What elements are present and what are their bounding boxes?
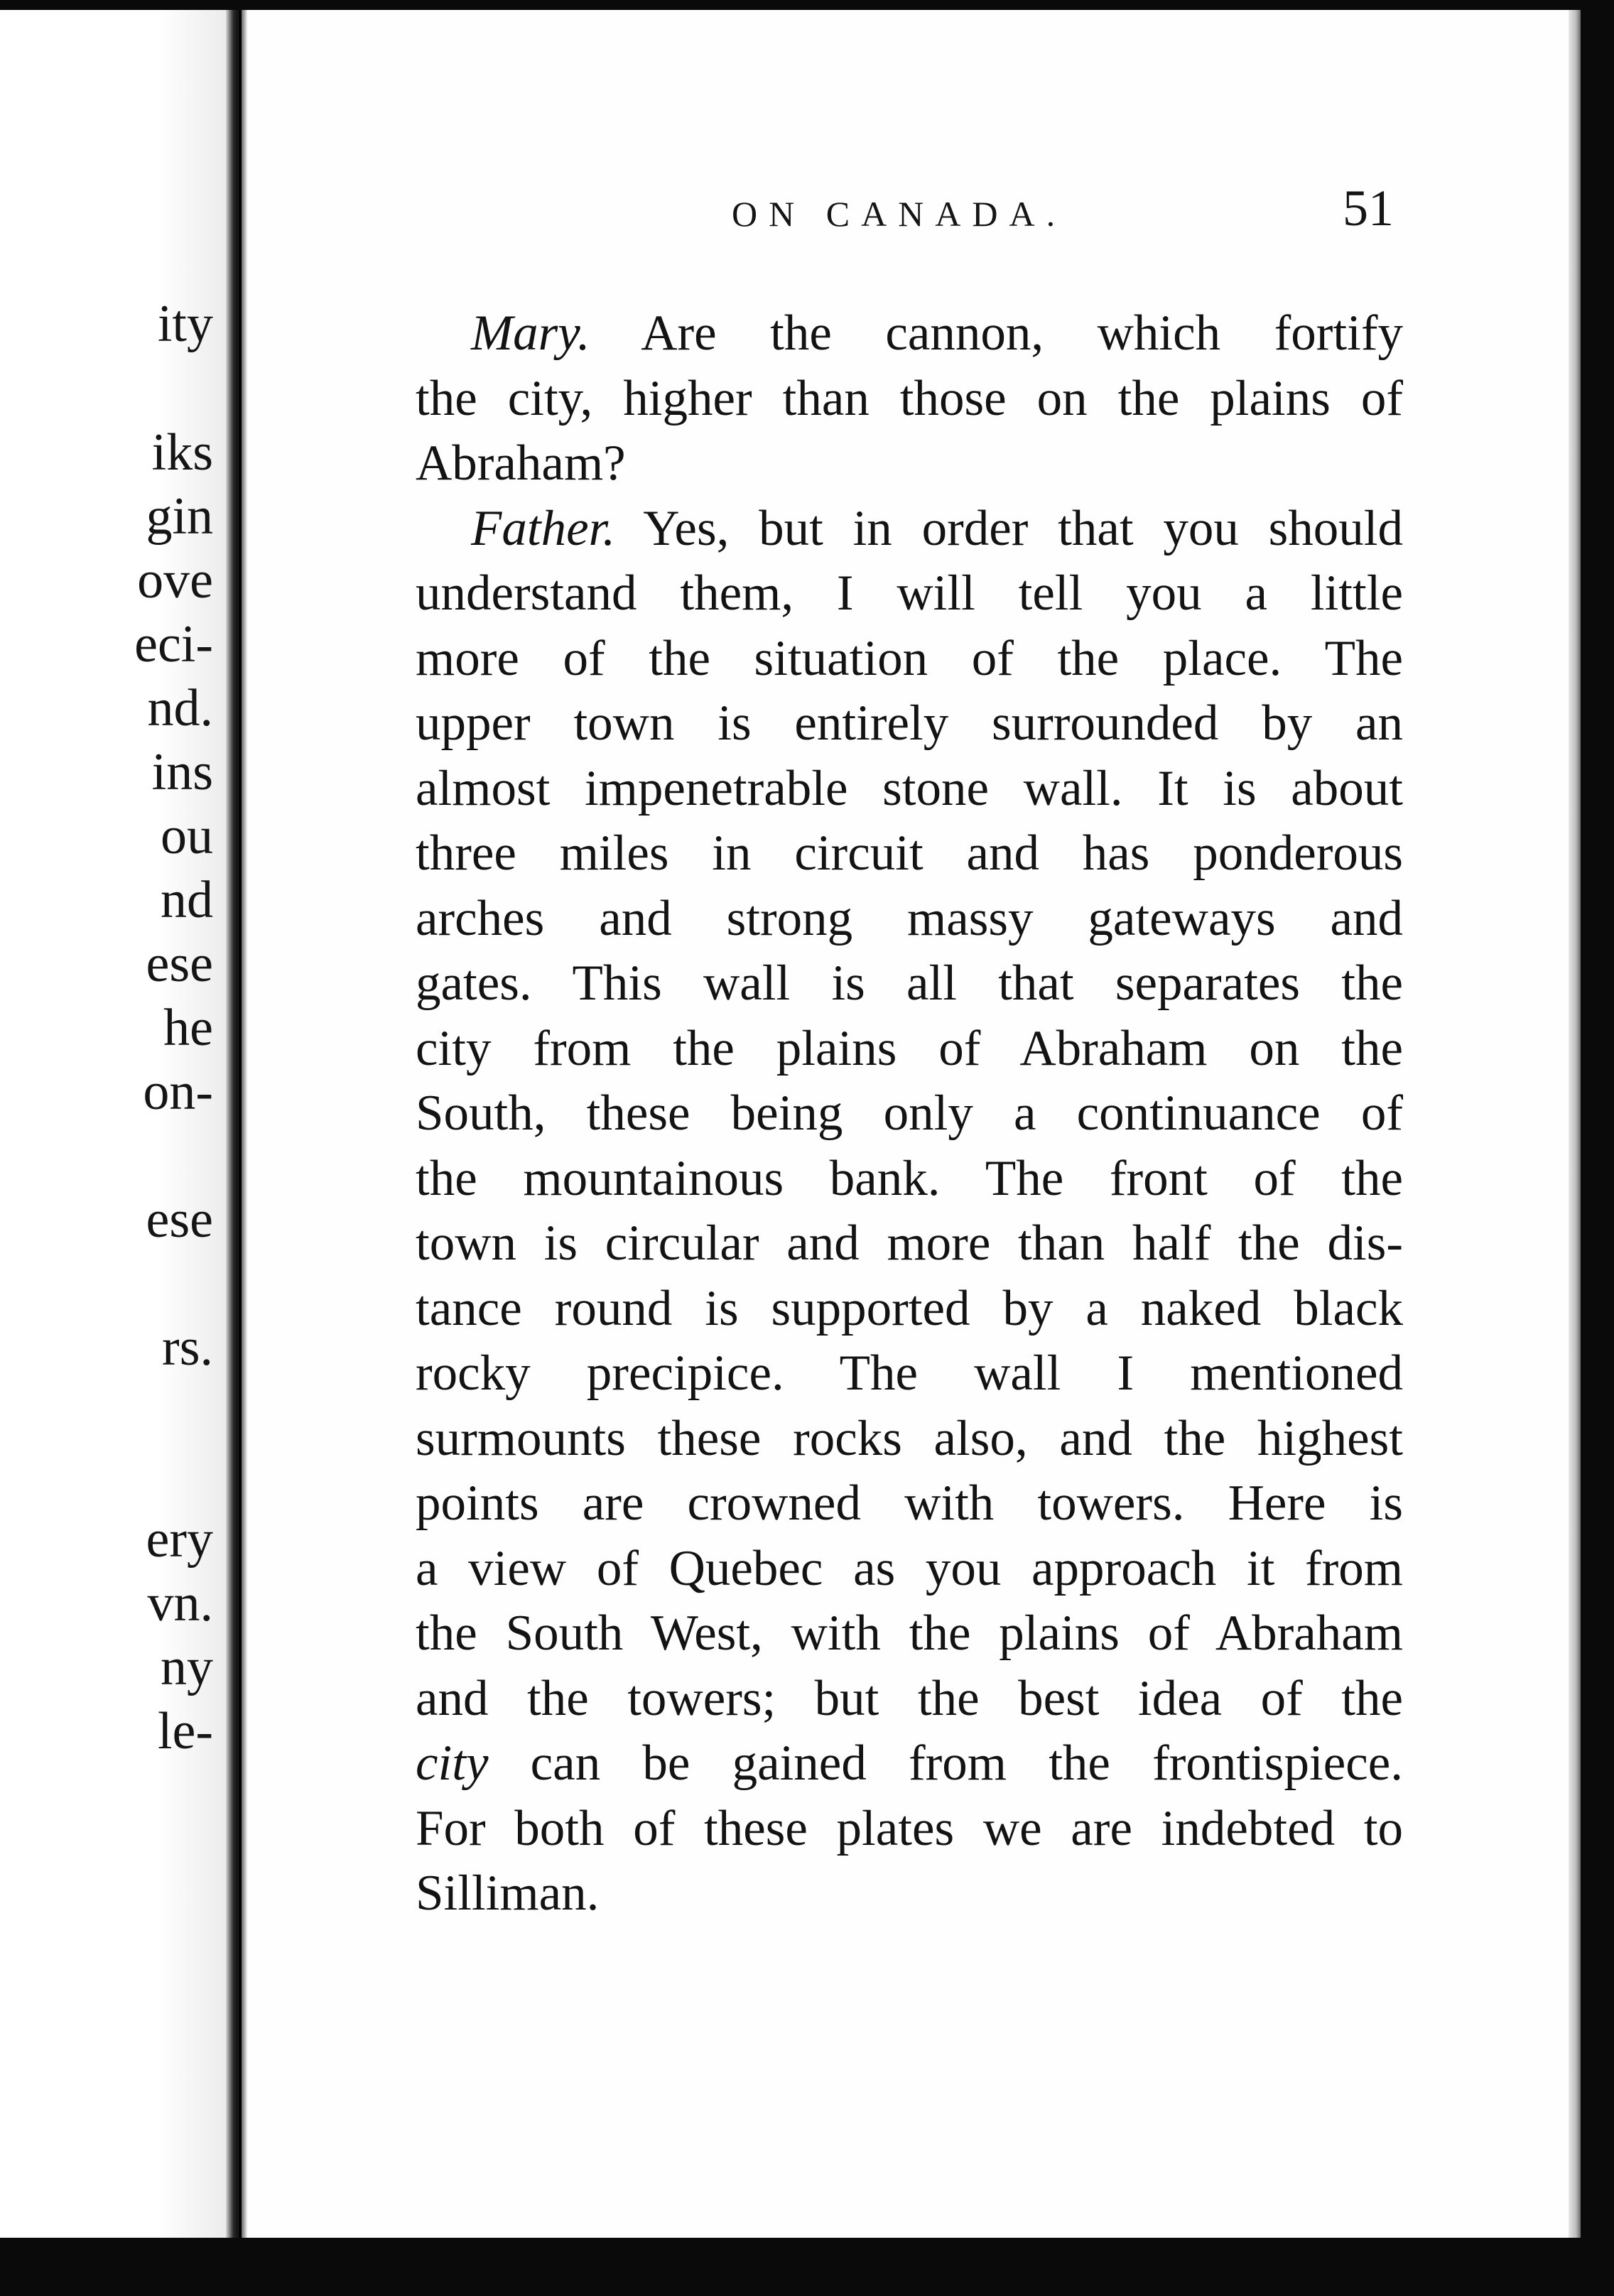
text-line: Silliman.	[416, 1866, 600, 1921]
left-fragment: ese	[146, 935, 213, 993]
text-line: Abraham?	[416, 435, 626, 491]
left-fragment: gin	[146, 487, 213, 546]
left-fragment: vn.	[147, 1574, 213, 1632]
text-line: city from the plains of Abraham on the	[416, 1020, 1403, 1076]
left-fragment: ny	[161, 1638, 213, 1696]
left-page-edge	[0, 10, 226, 2238]
text-line: three miles in circuit and has ponderous	[416, 825, 1403, 881]
text-line: and the towers; but the best idea of the	[416, 1670, 1403, 1726]
speaker-name: Mary.	[471, 305, 590, 361]
text-line	[416, 497, 1403, 562]
left-fragment: ese	[146, 1191, 213, 1249]
left-fragment: nd.	[147, 679, 213, 737]
left-fragment: iks	[151, 423, 213, 482]
body-text	[416, 301, 1403, 1927]
scan-border-right	[1581, 0, 1614, 2296]
text-line: the mountainous bank. The front of the	[416, 1150, 1403, 1206]
text-line: more of the situation of the place. The	[416, 630, 1403, 686]
page-edge-shadow	[1569, 10, 1581, 2238]
left-fragment: le-	[157, 1702, 213, 1760]
scan-border-top	[0, 0, 1614, 10]
text-line: points are crowned with towers. Here is	[416, 1475, 1403, 1531]
left-fragment: nd	[161, 871, 213, 929]
scan-border-bottom	[0, 2238, 1614, 2296]
left-fragment: ity	[157, 295, 213, 353]
left-fragment: ery	[146, 1510, 213, 1569]
italic-word: city	[416, 1735, 489, 1791]
text-line: almost impenetrable stone wall. It is about	[416, 760, 1403, 816]
text-line: town is circular and more than half the dis-	[416, 1215, 1403, 1271]
text-line: the South West, with the plains of Abraham	[416, 1605, 1403, 1661]
text-line: arches and strong massy gateways and	[416, 890, 1403, 946]
left-fragment: on-	[143, 1063, 213, 1121]
gutter-shadow-line	[239, 10, 242, 2238]
left-fragment: eci-	[134, 615, 213, 673]
left-fragment: he	[163, 999, 213, 1057]
text-fragment: Yes, but in order that you should	[643, 500, 1403, 556]
text-line: surmounts these rocks also, and the highest	[416, 1410, 1403, 1466]
text-line: a view of Quebec as you approach it from	[416, 1540, 1403, 1596]
text-line: tance round is supported by a naked black	[416, 1280, 1403, 1336]
text-line: gates. This wall is all that separates the	[416, 955, 1403, 1011]
text-fragment: can be gained from the frontispiece.	[530, 1735, 1403, 1791]
page-number: 51	[1343, 180, 1394, 237]
book-gutter	[226, 10, 247, 2238]
text-line	[416, 301, 1403, 367]
text-fragment: Are the cannon, which fortify	[641, 305, 1403, 361]
left-fragment: ou	[161, 807, 213, 865]
text-line: understand them, I will tell you a little	[416, 565, 1403, 621]
text-line: rocky precipice. The wall I mentioned	[416, 1345, 1403, 1401]
text-line: South, these being only a continuance of	[416, 1085, 1403, 1141]
running-head: ON CANADA.	[732, 194, 1067, 234]
left-fragment: ins	[151, 743, 213, 801]
text-line: the city, higher than those on the plains of	[416, 370, 1403, 426]
text-line: upper town is entirely surrounded by an	[416, 695, 1403, 751]
left-fragment: ove	[137, 551, 213, 610]
speaker-name: Father.	[471, 500, 616, 556]
text-line	[416, 1731, 1403, 1797]
left-fragment: rs.	[162, 1318, 213, 1377]
text-line: For both of these plates we are indebted to	[416, 1800, 1403, 1856]
